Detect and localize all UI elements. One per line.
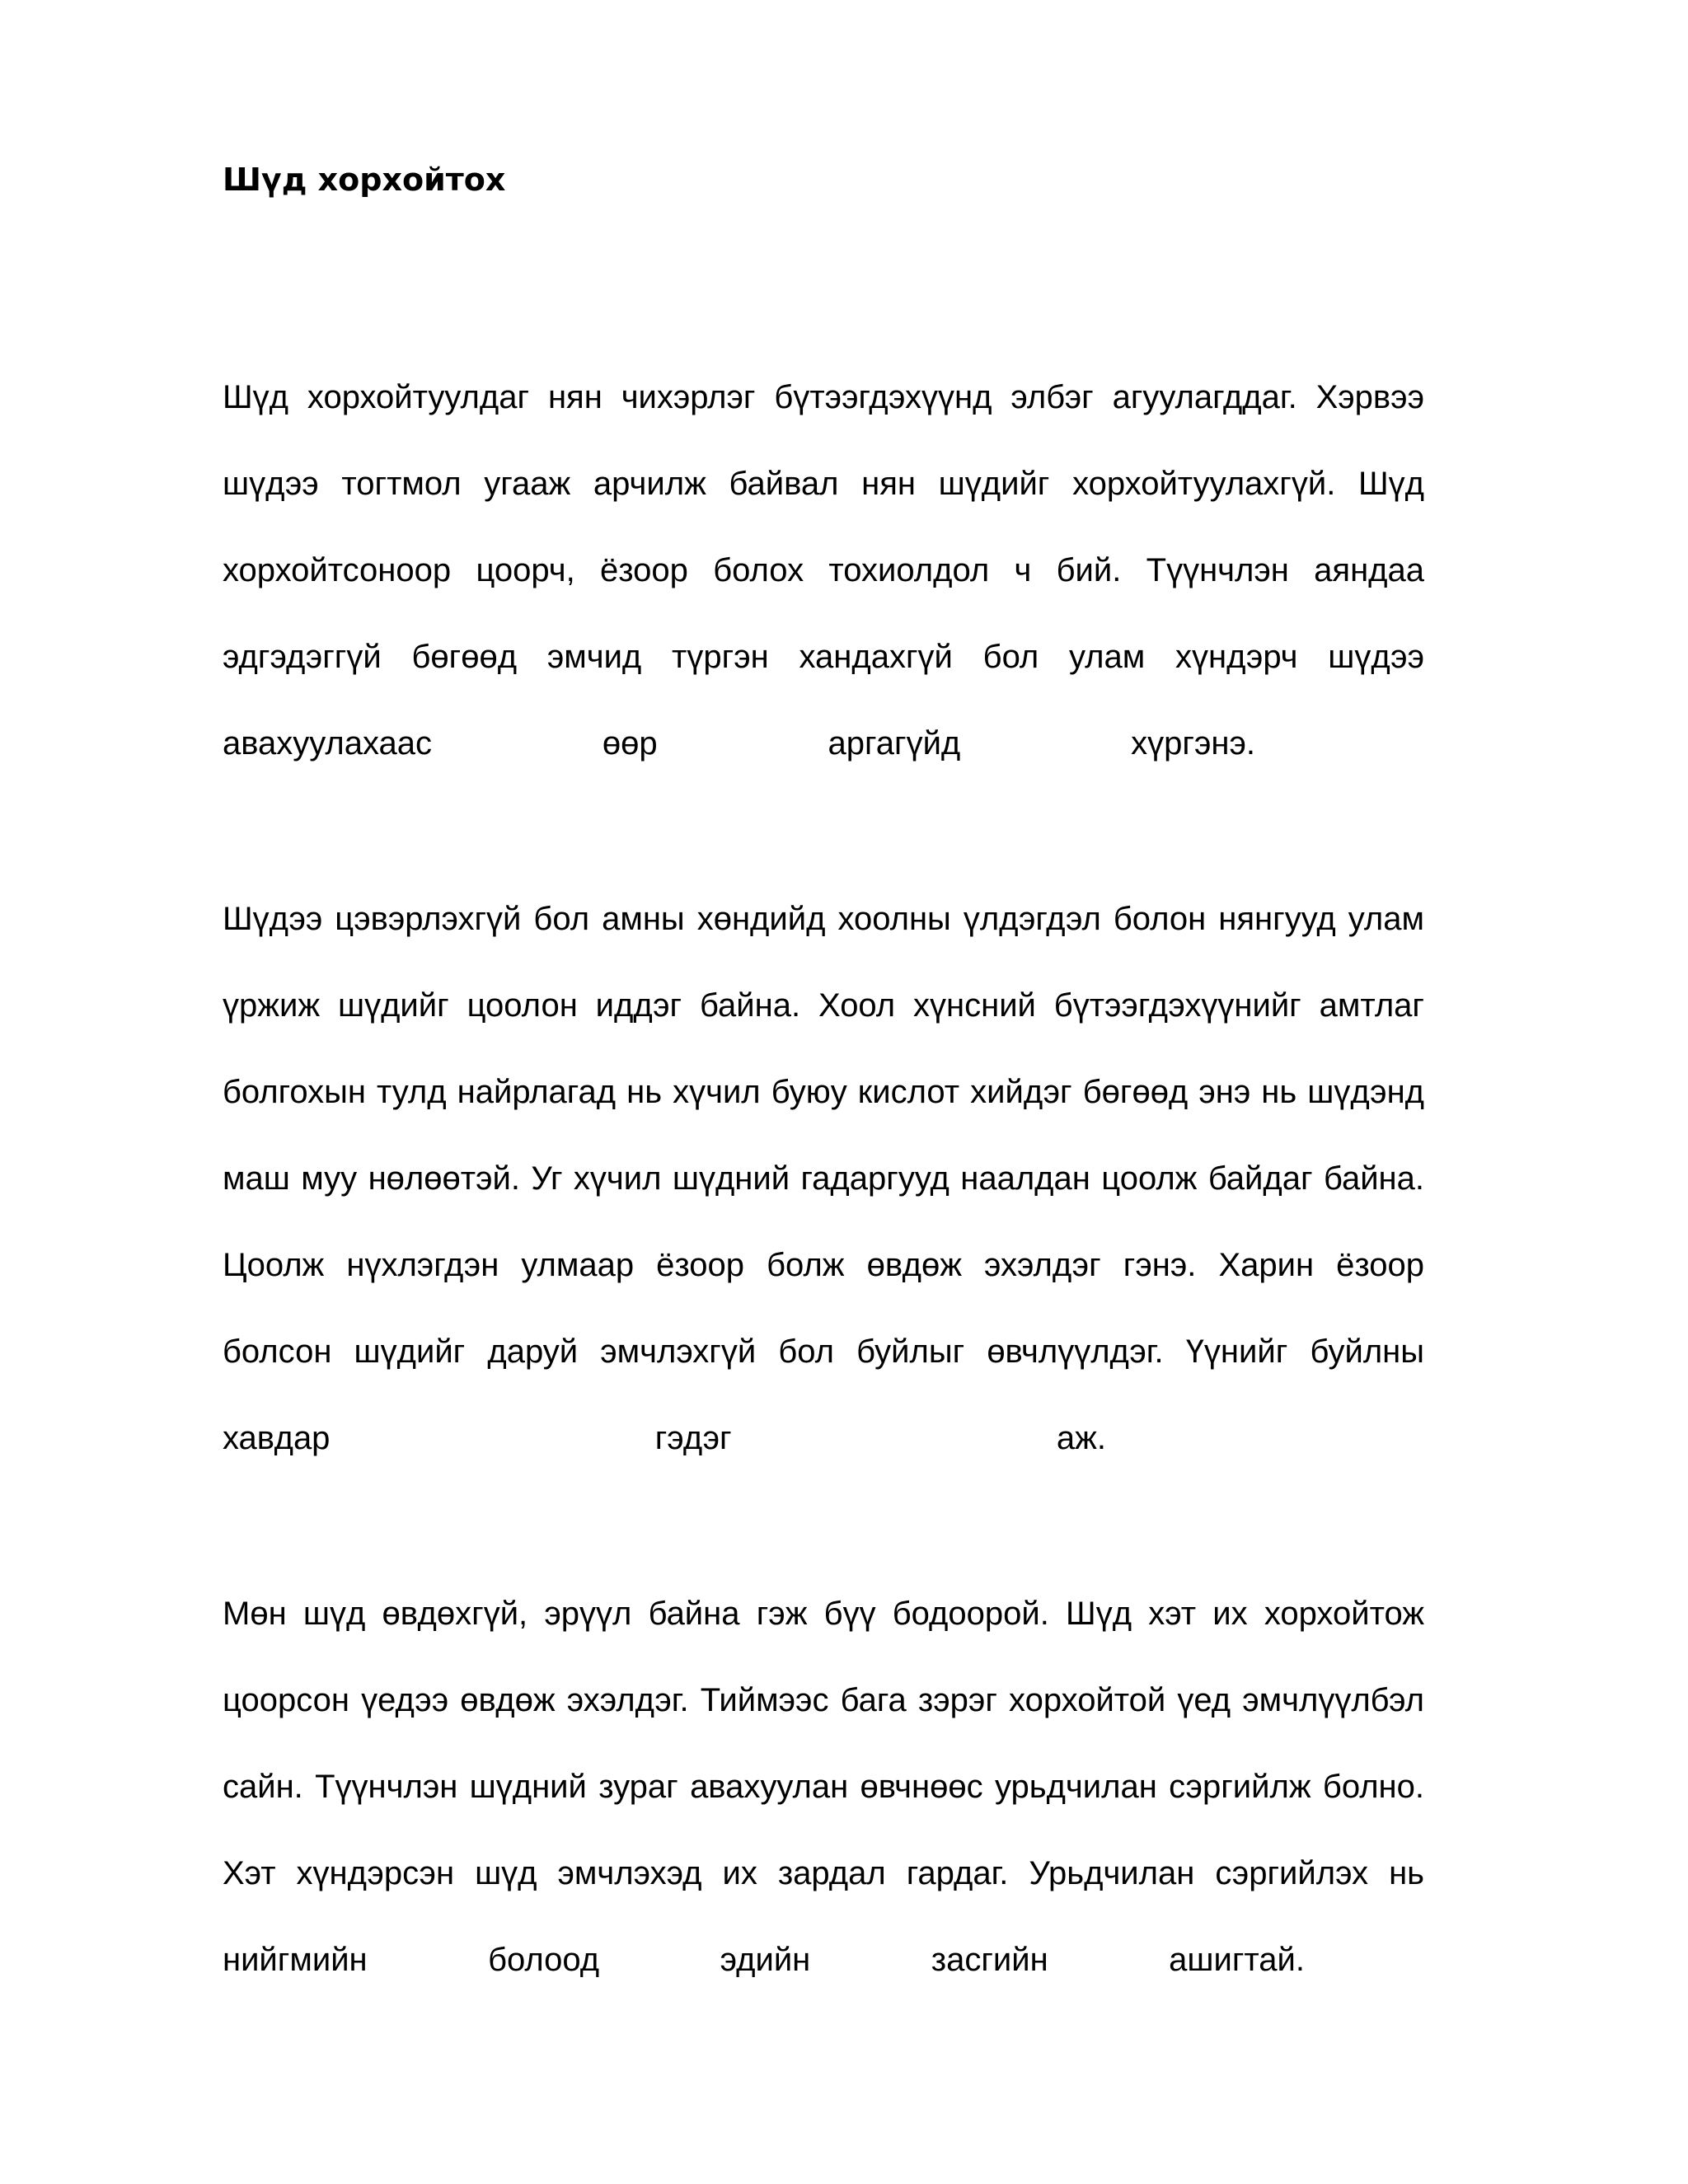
paragraph-line: нийгмийн болоод эдийн засгийн ашигтай.	[223, 1942, 1305, 1978]
paragraph-line: хавдар гэдэг аж.	[223, 1420, 1106, 1456]
paragraph-line: эдгэдэггүй бөгөөд эмчид түргэн хандахгүй бол улам хүндэрч шүдээ	[223, 639, 1424, 675]
paragraph-line: үржиж шүдийг цоолон иддэг байна. Хоол хүнсний бүтээгдэхүүнийг амтлаг	[223, 987, 1424, 1024]
paragraph-2	[223, 876, 1424, 1482]
paragraph-line: Хэт хүндэрсэн шүд эмчлэхэд их зардал гардаг. Урьдчилан сэргийлэх нь	[223, 1855, 1424, 1891]
paragraph-line: Шүдээ цэвэрлэхгүй бол амны хөндийд хоолны үлдэгдэл болон нянгууд улам	[223, 901, 1424, 937]
paragraph-line: болгохын тулд найрлагад нь хүчил буюу кислот хийдэг бөгөөд энэ нь шүдэнд	[223, 1074, 1424, 1110]
paragraph-line: шүдээ тогтмол угааж арчилж байвал нян шүдийг хорхойтуулахгүй. Шүд	[223, 466, 1424, 502]
paragraph-line: сайн. Түүнчлэн шүдний зураг авахуулан өвчнөөс урьдчилан сэргийлж болно.	[223, 1769, 1424, 1805]
paragraph-line: болсон шүдийг даруй эмчлэхгүй бол буйлыг өвчлүүлдэг. Үүнийг буйлны	[223, 1333, 1424, 1370]
document-title: Шүд хорхойтох	[223, 162, 506, 198]
paragraph-line: хорхойтсоноор цоорч, ёзоор болох тохиолдол ч бий. Түүнчлэн аяндаа	[223, 552, 1424, 588]
paragraph-3	[223, 1571, 1424, 2004]
paragraph-1	[223, 354, 1424, 787]
paragraph-line: авахуулахаас өөр аргагүйд хүргэнэ.	[223, 725, 1255, 762]
paragraph-line: Шүд хорхойтуулдаг нян чихэрлэг бүтээгдэхүүнд элбэг агуулагддаг. Хэрвээ	[223, 379, 1424, 415]
paragraph-line: Цоолж нүхлэгдэн улмаар ёзоор болж өвдөж эхэлдэг гэнэ. Харин ёзоор	[223, 1247, 1424, 1283]
paragraph-line: цоорсон үедээ өвдөж эхэлдэг. Тиймээс бага зэрэг хорхойтой үед эмчлүүлбэл	[223, 1682, 1424, 1718]
paragraph-line: Мөн шүд өвдөхгүй, эрүүл байна гэж бүү бодоорой. Шүд хэт их хорхойтож	[223, 1596, 1424, 1632]
paragraph-line: маш муу нөлөөтэй. Уг хүчил шүдний гадаргууд наалдан цоолж байдаг байна.	[223, 1160, 1424, 1197]
